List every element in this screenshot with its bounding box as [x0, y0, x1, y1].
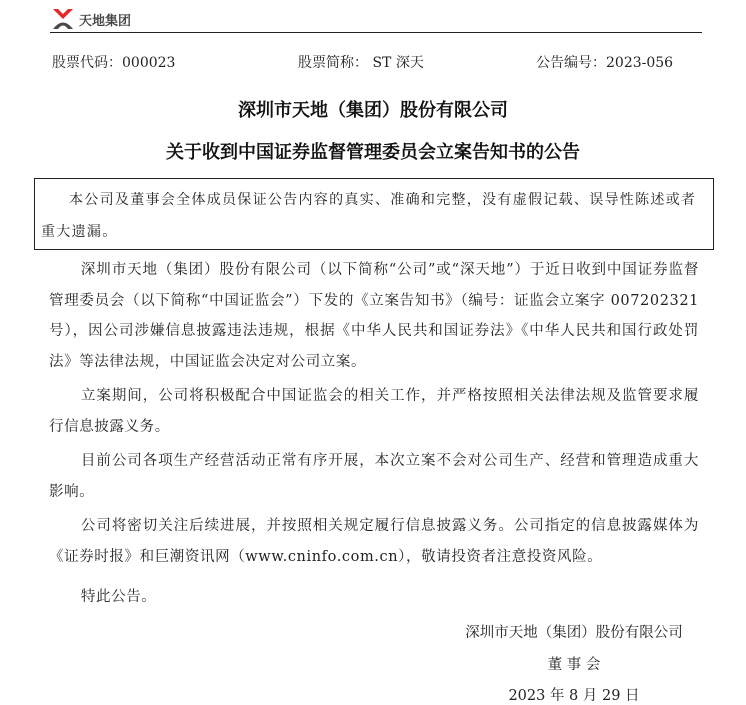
paragraph-4: 公司将密切关注后续进展，并按照相关规定履行信息披露义务。公司指定的信息披露媒体为《证券时报》和巨潮资讯网（www.cninfo.com.cn），敬请投资者注意投资风险。: [49, 518, 699, 565]
paragraph-3: 目前公司各项生产经营活动正常有序开展，本次立案不会对公司生产、经营和管理造成重大影响。: [49, 453, 699, 500]
disclaimer-box: [34, 178, 714, 250]
disclaimer-text: 本公司及董事会全体成员保证公告内容的真实、准确和完整，没有虚假记载、误导性陈述或者重大遗漏。: [41, 192, 697, 240]
announcement-title: 关于收到中国证券监督管理委员会立案告知书的公告: [166, 142, 580, 163]
letterhead: [50, 6, 702, 33]
signature-date: 2023 年 8 月 29 日: [508, 688, 640, 704]
announcement-body: [49, 255, 699, 613]
company-title: 深圳市天地（集团）股份有限公司: [238, 100, 508, 121]
logo-icon: [52, 8, 74, 30]
signature-board: 董 事 会: [547, 657, 601, 673]
announcement-meta: [52, 52, 692, 72]
stock-code: 股票代码：000023: [52, 55, 176, 71]
logo-text: 天地集团: [79, 13, 132, 29]
paragraph-2: 立案期间，公司将积极配合中国证监会的相关工作，并严格按照相关法律法规及监管要求履行信息披露义务。: [49, 388, 699, 435]
signature-company: 深圳市天地（集团）股份有限公司: [465, 625, 683, 641]
announcement-number: 公告编号：2023-056: [536, 55, 674, 71]
paragraph-1: 深圳市天地（集团）股份有限公司（以下简称“公司”或“深天地”）于近日收到中国证券监督管理委员会（以下简称“中国证监会”）下发的《立案告知书》（编号：证监会立案字 007202321 号），因公司涉嫌信息披露违法违规，根据《中华人民共和国证券法》《中华人民共和国行政处罚法》等法律法规，中国证监会决定对公司立案。: [49, 262, 699, 370]
stock-name: 股票简称： ST 深天: [298, 55, 424, 71]
closing-line: 特此公告。: [80, 589, 157, 605]
company-logo: [52, 8, 131, 30]
